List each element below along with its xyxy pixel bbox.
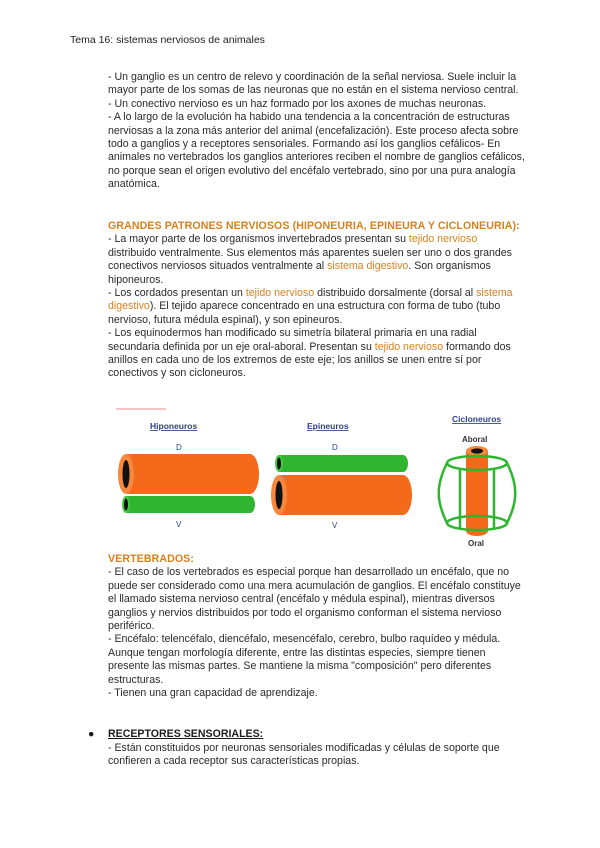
patterns-section	[108, 220, 528, 381]
epineuros-ventral-label: V	[332, 521, 338, 530]
page-header: Tema 16: sistemas nerviosos de animales	[70, 34, 265, 46]
conectivo-definition: - Un conectivo nervioso es un haz formado por los axones de muchas neuronas.	[108, 97, 487, 110]
intro-section	[108, 71, 528, 192]
patterns-heading: GRANDES PATRONES NERVIOSOS (HIPONEURIA, EPINEURA Y CICLONEURIA):	[108, 220, 520, 232]
epineuros-title: Epineuros	[307, 421, 349, 431]
text-span: distribuido ventralmente. Sus elementos más aparentes suelen ser uno o dos grandes conectivos nerviosos situados ventralmente al	[108, 246, 512, 273]
cicloneuros-paragraph	[108, 327, 528, 381]
oral-label: Oral	[468, 539, 485, 548]
text-span: - Los cordados presentan un	[108, 287, 246, 300]
vertebrates-paragraph-1: - El caso de los vertebrados es especial porque han desarrollado un encéfalo, que no puede ser considerado como una mera acumulación de ganglios. El encéfalo constituye el llamado sistema nervioso central (encéfalo y médula espinal), mientras diversos ganglios y nervios distribuidos por todo el organismo conforman el sistema nervioso periférico.	[108, 566, 521, 633]
sistema-digestivo-link[interactable]: sistema digestivo	[108, 287, 513, 313]
text-span: formando dos anillos en cada uno de los extremos de este eje; los anillos se unen entre sí por conectivos y son cicloneuros.	[108, 340, 511, 380]
text-span: . Son organismos hiponeuros.	[108, 260, 491, 286]
aboral-label: Aboral	[462, 435, 488, 444]
tejido-nervioso-link[interactable]: tejido nervioso	[408, 233, 478, 246]
vertebrates-heading: VERTEBRADOS:	[108, 553, 194, 565]
epineuros-digestive-tube	[271, 475, 412, 515]
tejido-nervioso-link[interactable]: tejido nervioso	[374, 340, 444, 353]
receptors-heading-row	[88, 728, 528, 741]
cicloneuros-structure	[439, 446, 516, 536]
text-span: - Los equinodermos han modificado su simetría bilateral primaria en una radial secundaria definida por un eje oral-aboral. Presentan su	[108, 327, 477, 353]
tejido-nervioso-link[interactable]: tejido nervioso	[245, 287, 315, 300]
hiponeuros-nerve-cord	[122, 496, 255, 513]
receptors-heading: RECEPTORES SENSORIALES:	[108, 728, 264, 740]
hiponeuros-ventral-label: V	[176, 520, 182, 529]
hiponeuros-dorsal-label: D	[176, 443, 182, 452]
text-span: distribuido dorsalmente (dorsal al	[314, 287, 477, 300]
vertebrates-paragraph-3: - Tienen una gran capacidad de aprendizaje.	[108, 687, 318, 700]
hiponeuros-title: Hiponeuros	[150, 421, 198, 431]
encefalizacion-paragraph: - A lo largo de la evolución ha habido una tendencia a la concentración de estructuras nerviosas a la zona más anterior del animal (encefalización). Este proceso afecta sobre todo a ganglios y a receptores sensoriales. Formando así los ganglios cefálicos- En animales no vertebrados los ganglios anteriores reciben el nombre de ganglios cefálicos, no porque sean el origen evolutivo del encéfalo vertebrado, sino por una pura analogía anatómica.	[108, 111, 525, 191]
hiponeuros-paragraph	[108, 233, 528, 287]
nervous-patterns-diagram	[108, 405, 528, 550]
cicloneuros-title: Cicloneuros	[452, 414, 502, 424]
receptors-paragraph: - Están constituidos por neuronas sensoriales modificadas y células de soporte que confieren a cada receptor sus características propias.	[108, 742, 500, 768]
ganglio-definition: - Un ganglio es un centro de relevo y coordinación de la señal nerviosa. Suele incluir la mayor parte de los somas de las neuronas que no están en el sistema nervioso central.	[108, 71, 519, 97]
epineuros-nerve-cord	[275, 455, 408, 472]
hiponeuros-digestive-tube	[118, 454, 259, 494]
text-span: ). El tejido aparece concentrado en una estructura con forma de tubo (tubo nervioso, futura médula espinal), y son epineuros.	[108, 300, 501, 326]
text-span: - La mayor parte de los organismos invertebrados presentan su	[108, 233, 409, 246]
vertebrates-paragraph-2: - Encéfalo: telencéfalo, diencéfalo, mesencéfalo, cerebro, bulbo raquídeo y médula. Aunque tengan morfología diferente, entre las distintas especies, siempre tienen presente las mismas partes. Se mantiene la misma "composición" pero diferentes estructuras.	[108, 633, 501, 686]
receptors-section	[108, 742, 528, 769]
sistema-digestivo-link[interactable]: sistema digestivo	[327, 260, 409, 273]
epineuros-paragraph	[108, 287, 528, 327]
vertebrates-section	[108, 553, 528, 700]
epineuros-dorsal-label: D	[332, 443, 338, 452]
bullet-dot: ●	[88, 728, 95, 740]
